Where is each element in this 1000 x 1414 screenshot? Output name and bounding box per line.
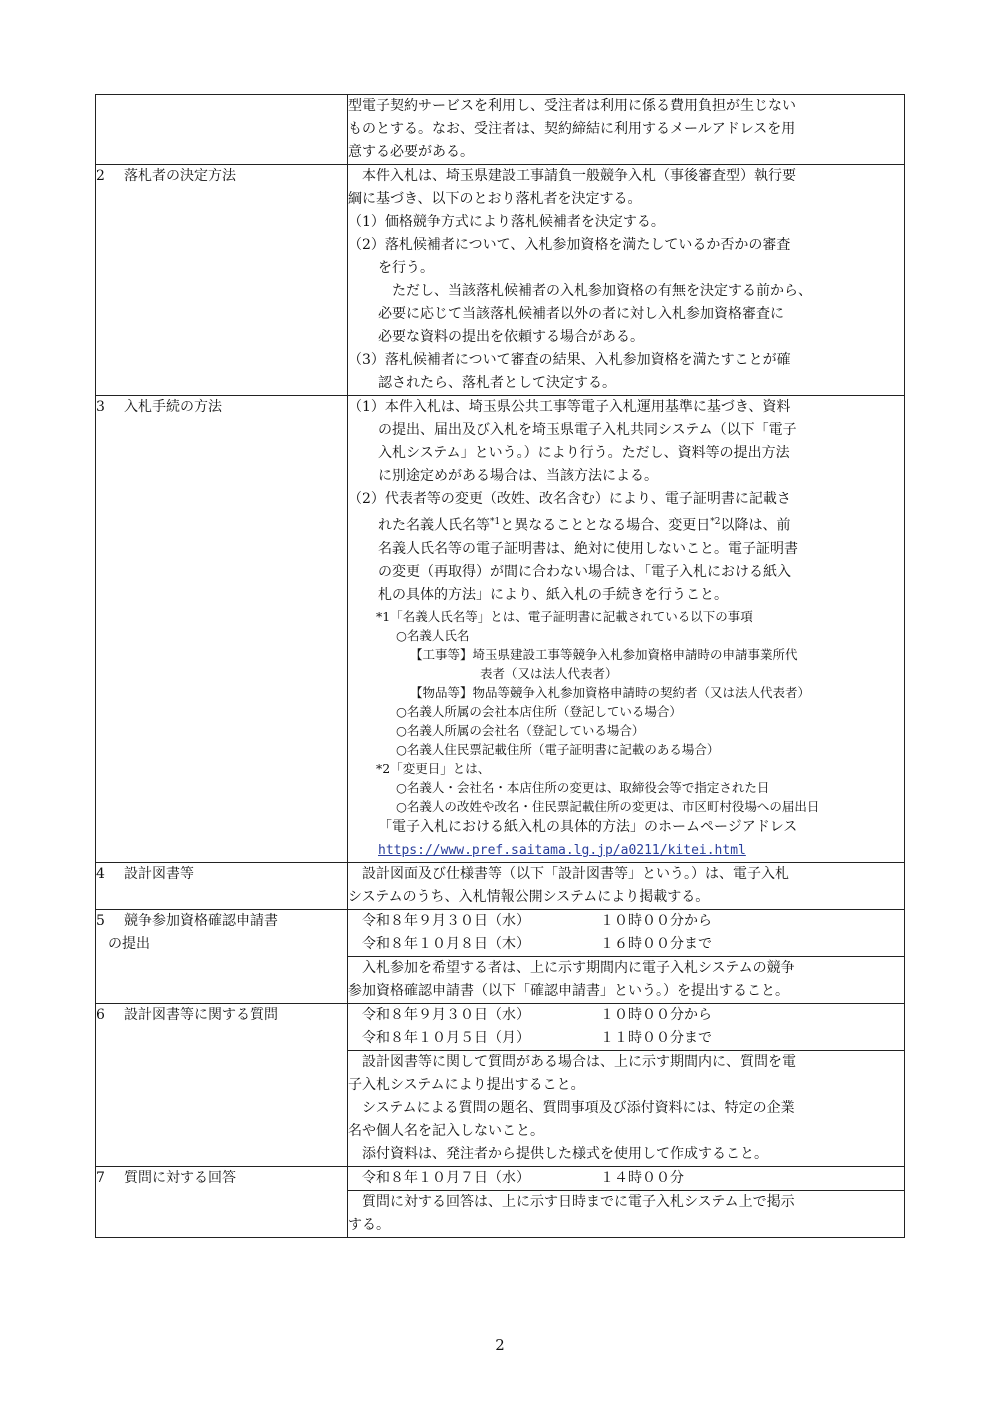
list-item: （2）落札候補者について、入札参加資格を満たしているか否かの審査: [348, 237, 791, 253]
footnote-marker: *1: [490, 517, 501, 527]
footnote-item: ○名義人所属の会社本店住所（登記している場合）: [396, 703, 682, 719]
body-line: 札の具体的方法」により、紙入札の手続きを行うこと。: [378, 586, 728, 603]
footnote-item: ○名義人住民票記載住所（電子証明書に記載のある場合）: [396, 741, 720, 757]
row-label-cell: [96, 1003, 348, 1166]
body-line: システムのうち、入札情報公開システムにより掲載する。: [348, 888, 710, 905]
list-item: （1）本件入札は、埼玉県公共工事等電子入札運用基準に基づき、資料: [348, 399, 791, 415]
start-time: １０時００分から: [600, 912, 712, 929]
body-line: の提出、届出及び入札を埼玉県電子入札共同システム（以下「電子: [378, 422, 797, 438]
list-item: （3）落札候補者について審査の結果、入札参加資格を満たすことが確: [348, 352, 791, 368]
start-date: 令和８年９月３０日（水）: [362, 912, 530, 929]
row-label-cell: [96, 396, 348, 863]
row-label: 落札者の決定方法: [124, 168, 236, 184]
row-label-cell: [96, 95, 348, 165]
body-line: ただし、当該落札候補者の入札参加資格の有無を決定する前から、: [392, 283, 812, 299]
page-number: 2: [495, 1336, 505, 1354]
body-line: 設計図面及び仕様書等（以下「設計図書等」という。）は、電子入札: [362, 865, 789, 882]
row-label-cell: [96, 1166, 348, 1237]
row-label: 競争参加資格確認申請書: [124, 912, 278, 929]
row-body-cell: [348, 95, 905, 165]
row-number: 6: [96, 1006, 105, 1023]
row-label-cell: [96, 862, 348, 909]
answer-time: １４時００分: [600, 1169, 684, 1186]
row-label: 入札手続の方法: [124, 399, 222, 415]
row-label-cell: [96, 165, 348, 396]
body-line: 添付資料は、発注者から提供した様式を使用して作成すること。: [362, 1145, 768, 1162]
body-line: 意する必要がある。: [348, 144, 474, 160]
body-line: 入札参加を希望する者は、上に示す期間内に電子入札システムの競争: [362, 959, 795, 976]
answer-date: 令和８年１０月７日（水）: [362, 1169, 530, 1186]
row-label: の提出: [108, 935, 150, 952]
row-body-cell: [348, 862, 905, 909]
footnote-item: 【物品等】物品等競争入札参加資格申請時の契約者（又は法人代表者）: [410, 684, 811, 700]
row-body-cell: [348, 165, 905, 396]
row-label-cell: [96, 909, 348, 1003]
table-row: [96, 165, 905, 396]
body-line: 入札システム」という。）により行う。ただし、資料等の提出方法: [378, 445, 790, 461]
end-date: 令和８年１０月５日（月）: [362, 1029, 530, 1046]
table-row: [96, 1166, 905, 1190]
spec-table: [95, 94, 905, 1238]
row-number: 5: [96, 912, 105, 929]
row-number: 2: [96, 168, 105, 184]
footnote-marker: *2: [710, 517, 721, 527]
row-number: 4: [96, 865, 105, 882]
row-label: 設計図書等: [124, 865, 194, 882]
row-body-cell: [348, 1190, 905, 1237]
body-line: 型電子契約サービスを利用し、受注者は利用に係る費用負担が生じない: [348, 98, 796, 114]
body-line: 参加資格確認申請書（以下「確認申請書」という。）を提出すること。: [348, 982, 789, 999]
row-number: 3: [96, 399, 105, 415]
table-row: [96, 95, 905, 165]
footnote-item: ○名義人所属の会社名（登記している場合）: [396, 722, 645, 738]
footnote-item: 表者（又は法人代表者）: [480, 665, 618, 681]
body-line: 名や個人名を記入しないこと。: [348, 1122, 544, 1139]
footnote-title: *2「変更日」とは、: [376, 760, 491, 776]
list-item: （2）代表者等の変更（改姓、改名含む）により、電子証明書に記載さ: [348, 491, 791, 507]
table-row: [96, 862, 905, 909]
table-row: [96, 909, 905, 956]
footnote-item: ○名義人・会社名・本店住所の変更は、取締役会等で指定された日: [396, 779, 770, 795]
body-line: 質問に対する回答は、上に示す日時までに電子入札システム上で掲示: [362, 1193, 795, 1210]
body-line: 必要に応じて当該落札候補者以外の者に対し入札参加資格審査に: [378, 306, 784, 322]
footnote-title: *1「名義人氏名等」とは、電子証明書に記載されている以下の事項: [376, 608, 753, 624]
footnote-item: 【工事等】埼玉県建設工事等競争入札参加資格申請時の申請事業所代: [410, 646, 798, 662]
end-date: 令和８年１０月８日（木）: [362, 935, 530, 952]
body-line: に別途定めがある場合は、当該方法による。: [378, 468, 658, 484]
text-run: と異なることとなる場合、変更日: [500, 517, 711, 534]
row-body-cell: [348, 1050, 905, 1166]
start-time: １０時００分から: [600, 1006, 712, 1023]
row-body-cell: [348, 396, 905, 863]
footnote-item: ○名義人氏名: [396, 627, 470, 643]
table-row: [96, 396, 905, 863]
row-date-cell: [348, 909, 905, 956]
list-item: （1）価格競争方式により落札候補者を決定する。: [348, 214, 665, 230]
body-line: を行う。: [378, 260, 434, 276]
end-time: １１時００分まで: [600, 1029, 712, 1046]
body-line: 名義人氏名等の電子証明書は、絶対に使用しないこと。電子証明書: [378, 540, 798, 557]
body-line: の変更（再取得）が間に合わない場合は、「電子入札における紙入: [378, 563, 791, 580]
text-run: れた名義人氏名等: [378, 517, 490, 534]
table-row: [96, 1003, 905, 1050]
row-number: 7: [96, 1169, 105, 1186]
body-line: 認されたら、落札者として決定する。: [378, 375, 616, 391]
body-line: ものとする。なお、受注者は、契約締結に利用するメールアドレスを用: [348, 121, 796, 137]
body-line: 子入札システムにより提出すること。: [348, 1076, 585, 1093]
body-line: 本件入札は、埼玉県建設工事請負一般競争入札（事後審査型）執行要: [362, 168, 796, 184]
start-date: 令和８年９月３０日（水）: [362, 1006, 530, 1023]
body-line: する。: [348, 1216, 390, 1233]
row-body-cell: [348, 956, 905, 1003]
row-label: 設計図書等に関する質問: [124, 1006, 278, 1023]
body-line: 綱に基づき、以下のとおり落札者を決定する。: [348, 191, 642, 207]
homepage-link[interactable]: https://www.pref.saitama.lg.jp/a0211/kitei.html: [378, 842, 746, 858]
row-date-cell: [348, 1166, 905, 1190]
body-line: [348, 511, 904, 538]
body-line: 設計図書等に関して質問がある場合は、上に示す期間内に、質問を電: [362, 1053, 796, 1070]
body-line: 「電子入札における紙入札の具体的方法」のホームページアドレス: [378, 818, 798, 835]
footnote-item: ○名義人の改姓や改名・住民票記載住所の変更は、市区町村役場への届出日: [396, 798, 820, 814]
row-label: 質問に対する回答: [124, 1169, 236, 1186]
end-time: １６時００分まで: [600, 935, 712, 952]
body-line: システムによる質問の題名、質問事項及び添付資料には、特定の企業: [362, 1099, 795, 1116]
body-line: 必要な資料の提出を依頼する場合がある。: [378, 329, 644, 345]
text-run: 以降は、前: [720, 517, 791, 534]
row-date-cell: [348, 1003, 905, 1050]
